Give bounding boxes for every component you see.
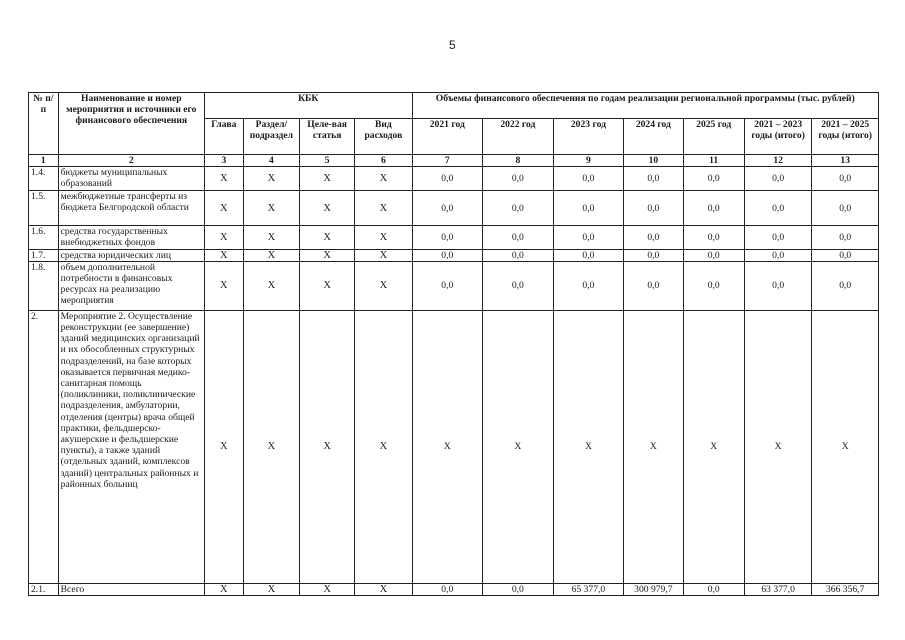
value-2023: 65 377,0	[553, 583, 624, 595]
kbk-expense-type-cell: Х	[355, 261, 412, 310]
column-number: 13	[812, 155, 879, 167]
value-2022: Х	[483, 310, 554, 583]
column-number: 7	[412, 155, 483, 167]
kbk-article-cell: Х	[300, 583, 355, 595]
kbk-section-cell: Х	[243, 191, 299, 226]
kbk-article-cell: Х	[300, 167, 355, 191]
value-2022: 0,0	[483, 191, 554, 226]
header-year-2021: 2021 год	[412, 119, 483, 155]
row-number: 1.5.	[29, 191, 59, 226]
financing-table	[28, 92, 879, 596]
value-2025: 0,0	[683, 191, 744, 226]
row-name: средства государственных внебюджетных фондов	[58, 226, 204, 249]
kbk-expense-type-cell: Х	[355, 249, 412, 261]
value-2021: 0,0	[412, 261, 483, 310]
value-total-2021-2025: 0,0	[812, 167, 879, 191]
kbk-chapter-cell: Х	[204, 167, 243, 191]
value-2023: 0,0	[553, 249, 624, 261]
table-row	[29, 249, 879, 261]
column-number: 4	[243, 155, 299, 167]
row-number: 2.	[29, 310, 59, 583]
value-total-2021-2023: 0,0	[744, 249, 812, 261]
value-2023: 0,0	[553, 261, 624, 310]
column-number: 12	[744, 155, 812, 167]
kbk-chapter-cell: Х	[204, 249, 243, 261]
value-2022: 0,0	[483, 261, 554, 310]
value-2025: Х	[683, 310, 744, 583]
value-total-2021-2023: 0,0	[744, 167, 812, 191]
value-2024: 0,0	[624, 249, 683, 261]
table-row	[29, 226, 879, 249]
row-name: Мероприятие 2. Осуществление реконструкции (ее завершение) зданий медицинских организаций и их обособленных структурных подразделений, на базе которых оказывается первичная медико-санитарная помощь (поликлиники, поликлинические подразделения, амбулатории, отделения (центры) врача общей практики, фельдшерско-акушерские и фельдшерские пункты), а также зданий (отдельных зданий, комплексов зданий) центральных районных и районных больниц	[58, 310, 204, 583]
value-2025: 0,0	[683, 226, 744, 249]
value-2022: 0,0	[483, 226, 554, 249]
row-name: межбюджетные трансферты из бюджета Белгородской области	[58, 191, 204, 226]
header-kbk-chapter: Глава	[204, 119, 243, 155]
kbk-section-cell: Х	[243, 167, 299, 191]
value-2025: 0,0	[683, 167, 744, 191]
value-2021: 0,0	[412, 167, 483, 191]
kbk-section-cell: Х	[243, 583, 299, 595]
header-funding: Объемы финансового обеспечения по годам реализации региональной программы (тыс. рублей)	[412, 93, 878, 119]
header-year-2025: 2025 год	[683, 119, 744, 155]
value-total-2021-2023: 0,0	[744, 261, 812, 310]
value-2021: 0,0	[412, 226, 483, 249]
value-total-2021-2023: 0,0	[744, 191, 812, 226]
header-kbk-section: Раздел/ подраздел	[243, 119, 299, 155]
kbk-article-cell: Х	[300, 261, 355, 310]
value-2021: 0,0	[412, 583, 483, 595]
value-2022: 0,0	[483, 249, 554, 261]
column-number: 8	[483, 155, 554, 167]
column-number: 5	[300, 155, 355, 167]
kbk-expense-type-cell: Х	[355, 310, 412, 583]
value-total-2021-2023: 63 377,0	[744, 583, 812, 595]
header-total-2021-2025: 2021 – 2025 годы (итого)	[812, 119, 879, 155]
value-2021: Х	[412, 310, 483, 583]
value-2024: 0,0	[624, 226, 683, 249]
kbk-chapter-cell: Х	[204, 261, 243, 310]
row-name: Всего	[58, 583, 204, 595]
row-name: средства юридических лиц	[58, 249, 204, 261]
column-number: 6	[355, 155, 412, 167]
header-kbk-expense-type: Вид расходов	[355, 119, 412, 155]
value-total-2021-2025: 0,0	[812, 191, 879, 226]
value-2025: 0,0	[683, 249, 744, 261]
value-total-2021-2025: 0,0	[812, 249, 879, 261]
kbk-chapter-cell: Х	[204, 191, 243, 226]
kbk-article-cell: Х	[300, 249, 355, 261]
value-2023: 0,0	[553, 191, 624, 226]
table-row	[29, 167, 879, 191]
value-2024: 0,0	[624, 167, 683, 191]
kbk-expense-type-cell: Х	[355, 583, 412, 595]
value-2025: 0,0	[683, 261, 744, 310]
header-year-2023: 2023 год	[553, 119, 624, 155]
kbk-section-cell: Х	[243, 249, 299, 261]
header-name: Наименование и номер мероприятия и источники его финансового обеспечения	[58, 93, 204, 155]
column-number: 9	[553, 155, 624, 167]
kbk-chapter-cell: Х	[204, 226, 243, 249]
value-2023: 0,0	[553, 167, 624, 191]
kbk-chapter-cell: Х	[204, 583, 243, 595]
value-2022: 0,0	[483, 583, 554, 595]
row-number: 1.8.	[29, 261, 59, 310]
row-name: бюджеты муниципальных образований	[58, 167, 204, 191]
value-total-2021-2025: 0,0	[812, 261, 879, 310]
value-2023: 0,0	[553, 226, 624, 249]
value-total-2021-2023: Х	[744, 310, 812, 583]
value-2024: Х	[624, 310, 683, 583]
kbk-expense-type-cell: Х	[355, 167, 412, 191]
column-number: 11	[683, 155, 744, 167]
value-2024: 300 979,7	[624, 583, 683, 595]
kbk-article-cell: Х	[300, 310, 355, 583]
value-2021: 0,0	[412, 191, 483, 226]
column-number-row	[29, 155, 879, 167]
value-2025: 0,0	[683, 583, 744, 595]
column-number: 1	[29, 155, 59, 167]
header-kbk: КБК	[204, 93, 412, 119]
kbk-section-cell: Х	[243, 310, 299, 583]
column-number: 3	[204, 155, 243, 167]
kbk-section-cell: Х	[243, 226, 299, 249]
value-2022: 0,0	[483, 167, 554, 191]
row-number: 1.7.	[29, 249, 59, 261]
page-number: 5	[449, 38, 456, 52]
kbk-article-cell: Х	[300, 226, 355, 249]
kbk-article-cell: Х	[300, 191, 355, 226]
row-number: 2.1.	[29, 583, 59, 595]
table-row	[29, 310, 879, 583]
row-number: 1.4.	[29, 167, 59, 191]
row-number: 1.6.	[29, 226, 59, 249]
kbk-chapter-cell: Х	[204, 310, 243, 583]
column-number: 10	[624, 155, 683, 167]
column-number: 2	[58, 155, 204, 167]
header-year-2022: 2022 год	[483, 119, 554, 155]
header-total-2021-2023: 2021 – 2023 годы (итого)	[744, 119, 812, 155]
value-total-2021-2025: Х	[812, 310, 879, 583]
table-row	[29, 261, 879, 310]
kbk-expense-type-cell: Х	[355, 226, 412, 249]
value-2024: 0,0	[624, 261, 683, 310]
kbk-expense-type-cell: Х	[355, 191, 412, 226]
value-2023: Х	[553, 310, 624, 583]
row-name: объем дополнительной потребности в финансовых ресурсах на реализацию мероприятия	[58, 261, 204, 310]
value-2021: 0,0	[412, 249, 483, 261]
table-row	[29, 583, 879, 595]
value-total-2021-2025: 366 356,7	[812, 583, 879, 595]
header-kbk-article: Целе-вая статья	[300, 119, 355, 155]
header-num: № п/п	[29, 93, 59, 155]
value-total-2021-2025: 0,0	[812, 226, 879, 249]
value-total-2021-2023: 0,0	[744, 226, 812, 249]
header-year-2024: 2024 год	[624, 119, 683, 155]
value-2024: 0,0	[624, 191, 683, 226]
kbk-section-cell: Х	[243, 261, 299, 310]
table-row	[29, 191, 879, 226]
